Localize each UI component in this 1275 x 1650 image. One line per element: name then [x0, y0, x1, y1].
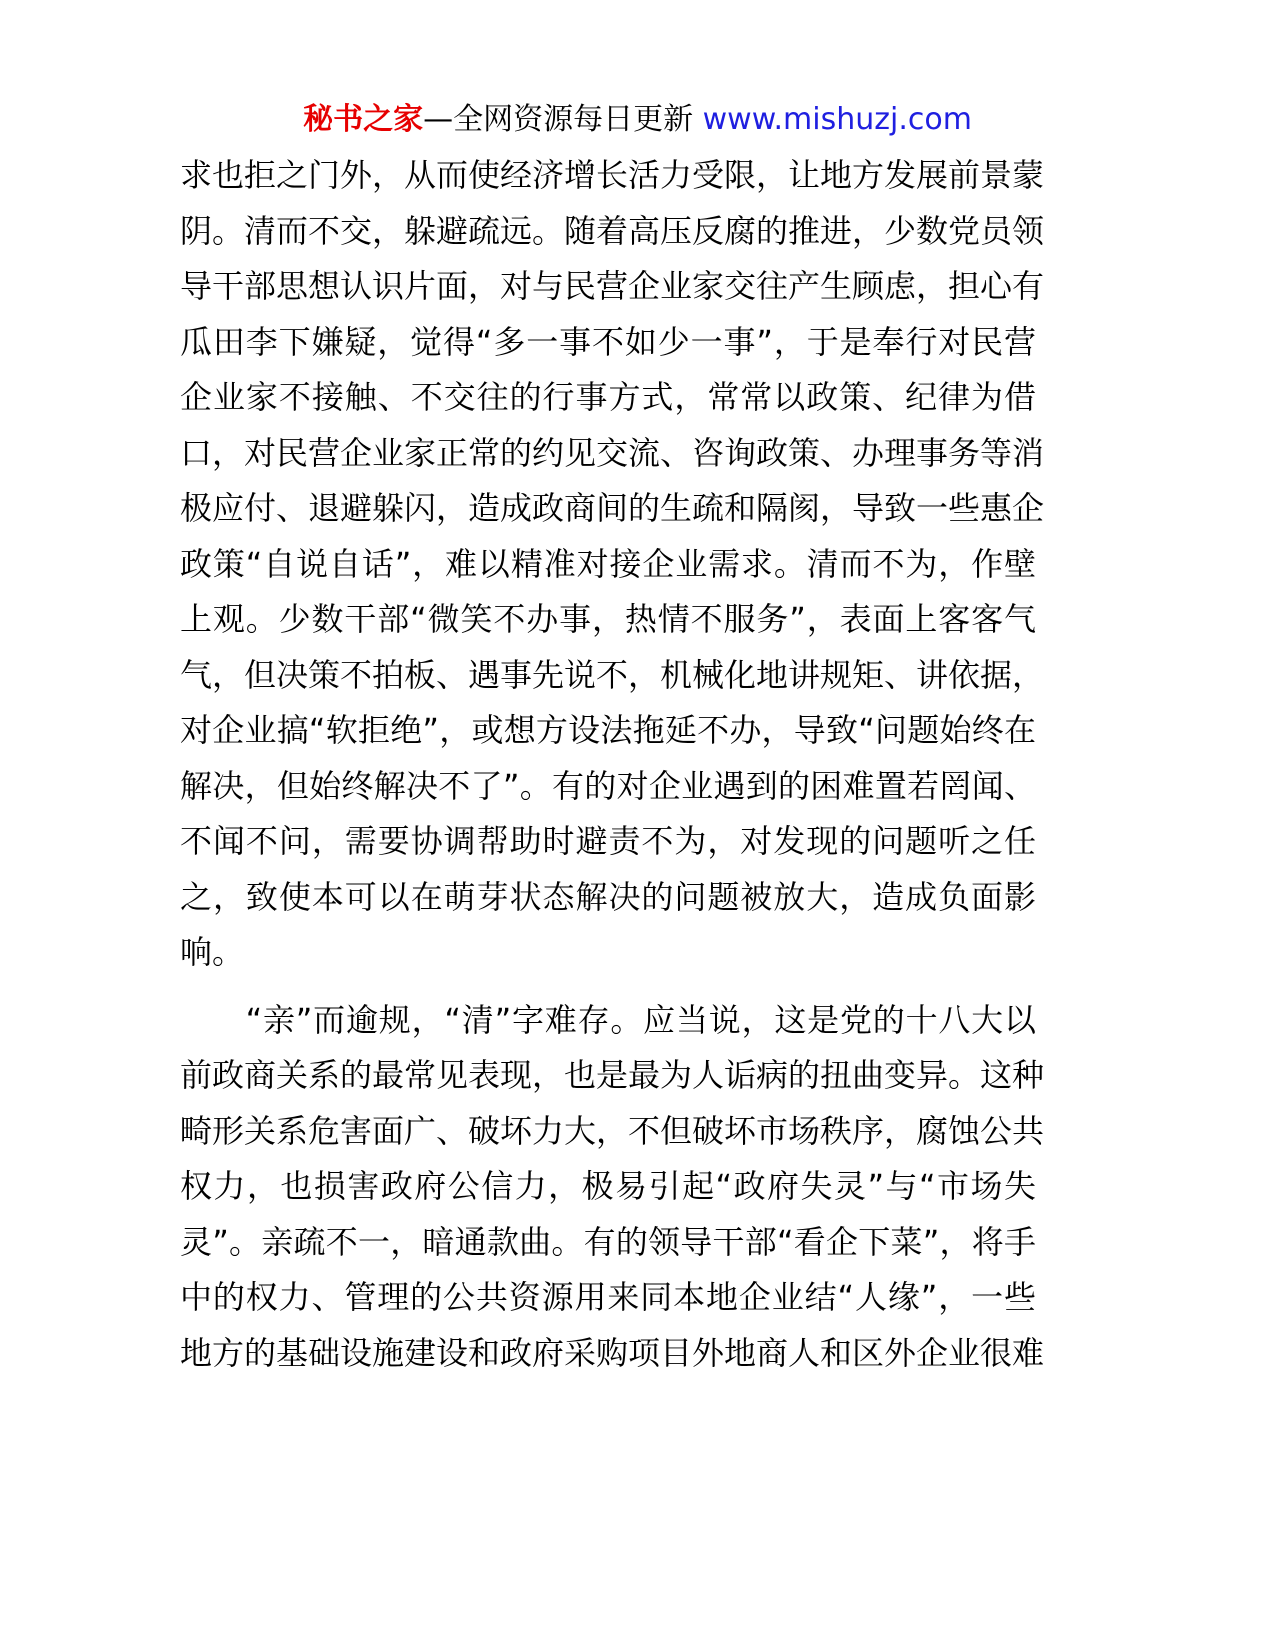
paragraph-2 [180, 993, 1045, 1382]
text-line: 前政商关系的最常见表现，也是最为人诟病的扭曲变异。这种 [180, 1056, 1045, 1094]
text-line: 中的权力、管理的公共资源用来同本地企业结“人缘”，一些 [180, 1278, 1036, 1316]
text-line: 之，致使本可以在萌芽状态解决的问题被放大，造成负面影 [180, 877, 1036, 916]
paragraph-spacer [180, 981, 1036, 993]
text-line: 政策“自说自话”，难以精准对接企业需求。清而不为，作壁 [180, 544, 1036, 583]
text-line: 不闻不问，需要协调帮助时避责不为，对发现的问题听之任 [180, 822, 1036, 860]
text-line: 求也拒之门外，从而使经济增长活力受限，让地方发展前景蒙 [180, 156, 1045, 194]
body-text [180, 148, 1045, 1381]
text-line: “亲”而逾规，“清”字难存。应当说，这是党的十八大以 [180, 1000, 1036, 1039]
text-line: 灵”。亲疏不一，暗通款曲。有的领导干部“看企下菜”，将手 [180, 1222, 1036, 1261]
text-line: 阴。清而不交，躲避疏远。随着高压反腐的推进，少数党员领 [180, 211, 1045, 250]
text-line: 导干部思想认识片面，对与民营企业家交往产生顾虑，担心有 [180, 267, 1045, 305]
brand-name: 秘书之家 [303, 102, 424, 137]
text-line: 权力，也损害政府公信力，极易引起“政府失灵”与“市场失 [180, 1167, 1036, 1205]
text-line: 地方的基础设施建设和政府采购项目外地商人和区外企业很难 [180, 1333, 1045, 1372]
text-line: 极应付、退避躲闪，造成政商间的生疏和隔阂，导致一些惠企 [180, 489, 1045, 527]
text-line: 企业家不接触、不交往的行事方式，常常以政策、纪律为借 [180, 378, 1036, 416]
page-header [0, 100, 1275, 140]
website-link[interactable]: www.mishuzj.com [702, 102, 972, 137]
text-line: 口，对民营企业家正常的约见交流、咨询政策、办理事务等消 [180, 433, 1045, 472]
text-line: 对企业搞“软拒绝”，或想方设法拖延不办，导致“问题始终在 [180, 711, 1036, 749]
text-line: 解决，但始终解决不了”。有的对企业遇到的困难置若罔闻、 [180, 766, 1036, 805]
text-line: 瓜田李下嫌疑，觉得“多一事不如少一事”，于是奉行对民营 [180, 322, 1036, 361]
text-line: 畸形关系危害面广、破坏力大，不但破坏市场秩序，腐蚀公共 [180, 1111, 1045, 1150]
header-slogan: —全网资源每日更新 [423, 102, 703, 137]
text-line: 响。 [180, 933, 245, 971]
text-line: 气，但决策不拍板、遇事先说不，机械化地讲规矩、讲依据， [180, 655, 1045, 694]
text-line: 上观。少数干部“微笑不办事，热情不服务”，表面上客客气 [180, 600, 1036, 638]
paragraph-1 [180, 148, 1045, 981]
